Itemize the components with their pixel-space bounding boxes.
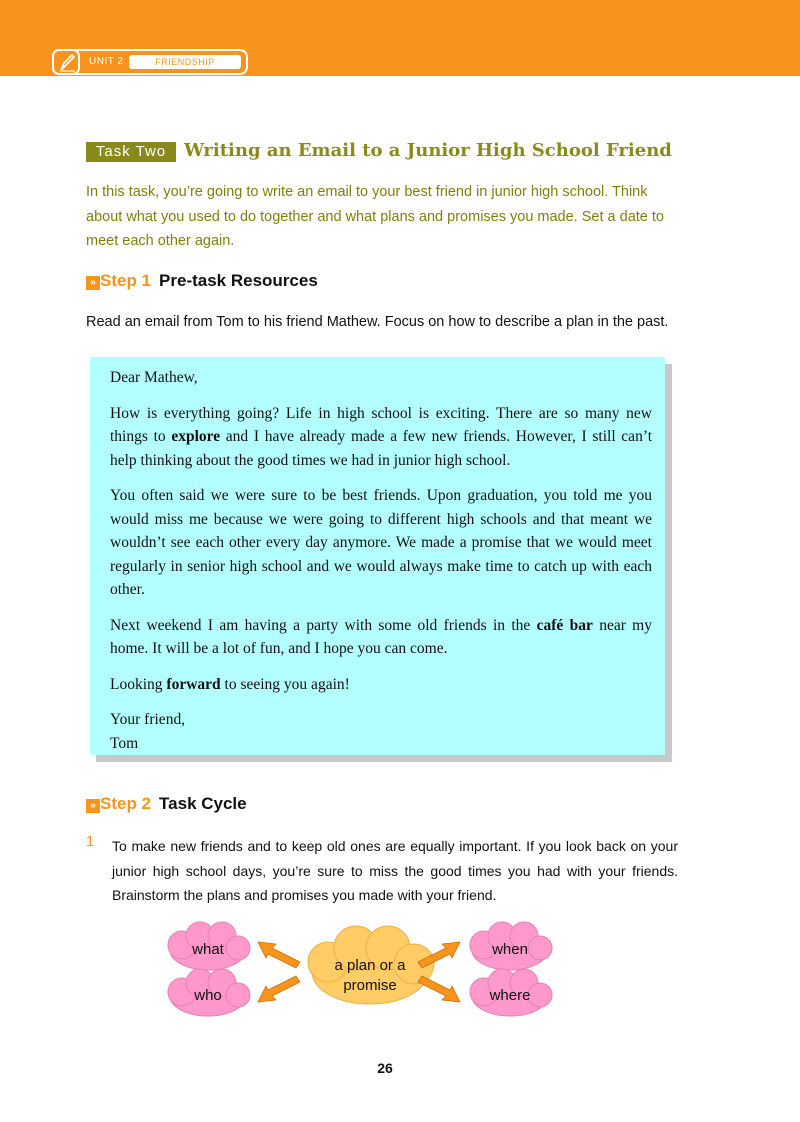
task-intro: In this task, you’re going to write an email to your best friend in junior high school. Think about what you used to do together and what plans and promises you made. Set a date to meet each other again. xyxy=(86,184,664,249)
step-2-label: Step 2 xyxy=(100,794,152,813)
task-item-number: 1 xyxy=(86,834,95,850)
email-paragraph-2: You often said we were sure to be best friends. Upon graduation, you told me you would miss me because we were going to different high schools and that meant we wouldn’t see each other every day anymore. We made a promise that we would meet regularly in senior high school and we would always make time to catch up with each other. xyxy=(110,487,652,598)
double-chevron-icon: » xyxy=(86,799,100,813)
step-2-heading xyxy=(86,794,247,816)
email-text xyxy=(110,366,652,755)
email-paragraph-4: Looking forward to seeing you again! xyxy=(110,675,350,693)
step-1-label: Step 1 xyxy=(100,271,152,290)
unit-badge xyxy=(52,49,248,75)
task-tag: Task Two xyxy=(86,142,176,162)
label-where: where xyxy=(489,987,531,1004)
pen-icon xyxy=(52,49,80,75)
step-1-instruction: Read an email from Tom to his friend Mathew. Focus on how to describe a plan in the past. xyxy=(86,314,669,330)
step-2-title: Task Cycle xyxy=(159,794,247,813)
double-chevron-icon: » xyxy=(86,276,100,290)
label-center: a plan or a promise xyxy=(334,957,406,994)
arrow-to-what xyxy=(258,942,300,968)
arrow-to-who xyxy=(258,976,300,1002)
unit-name: FRIENDSHIP xyxy=(129,55,241,69)
email-paragraph-3: Next weekend I am having a party with some old friends in the café bar near my home. It will be a lot of fun, and I hope you can come. xyxy=(110,616,652,657)
task-item-text: To make new friends and to keep old ones are equally important. If you look back on your junior high school days, you’re sure to miss the good times you had with your friends. Brainstorm the plans and promises you made with your friend. xyxy=(112,838,678,903)
step-1-title: Pre-task Resources xyxy=(159,271,318,290)
email-signature: Tom xyxy=(110,734,139,752)
step-1-heading xyxy=(86,271,318,293)
label-who: who xyxy=(194,987,222,1004)
label-when: when xyxy=(492,941,528,958)
label-what: what xyxy=(192,941,224,958)
unit-label: UNIT 2 xyxy=(89,56,124,67)
email-paragraph-1: How is everything going? Life in high school is exciting. There are so many new things to explore and I have already made a few new friends. However, I still can’t help thinking about the good times we had in junior high school. xyxy=(110,404,653,469)
brainstorm-diagram xyxy=(160,920,560,1020)
email-greeting: Dear Mathew, xyxy=(110,369,198,386)
page-number: 26 xyxy=(377,1060,393,1076)
header-bar xyxy=(0,0,800,76)
task-title: Writing an Email to a Junior High School Friend xyxy=(184,140,672,161)
email-closing: Your friend, xyxy=(110,711,186,728)
